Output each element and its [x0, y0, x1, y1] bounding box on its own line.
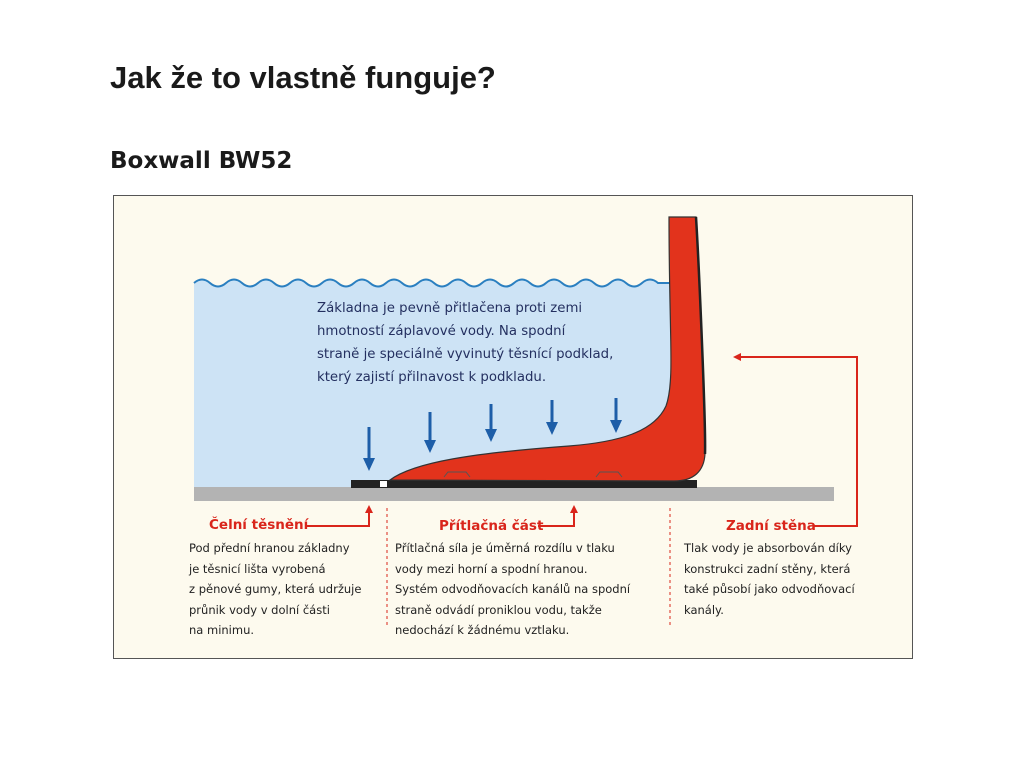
description-line: konstrukci zadní stěny, která	[684, 561, 851, 576]
front-seal-title: Čelní těsnění	[209, 517, 309, 533]
callout-arrow-front-seal	[306, 507, 369, 526]
front-seal-gap	[380, 481, 387, 487]
water-explanation	[317, 297, 637, 389]
ground	[194, 487, 834, 501]
description-line: kanály.	[684, 602, 724, 617]
boxwall-diagram	[113, 195, 913, 659]
front-seal-description	[189, 538, 361, 641]
page-title: Jak že to vlastně funguje?	[110, 60, 496, 95]
water-text-line: Základna je pevně přitlačena proti zemi	[317, 301, 583, 316]
description-line: nedochází k žádnému vztlaku.	[395, 623, 570, 637]
water-text-line: hmotností záplavové vody. Na spodní	[317, 324, 566, 339]
description-line: je těsnicí lišta vyrobená	[189, 561, 326, 576]
description-line: Pod přední hranou základny	[189, 541, 350, 555]
description-line: straně odvádí proniklou vodu, takže	[395, 602, 602, 617]
description-line: z pěnové gumy, která udržuje	[189, 582, 362, 596]
description-line: průnik vody v dolní části	[189, 602, 330, 617]
product-subtitle: Boxwall BW52	[110, 148, 293, 174]
description-line: Přítlačná síla je úměrná rozdílu v tlaku	[395, 541, 615, 555]
rear-wall-title: Zadní stěna	[726, 518, 816, 534]
description-line: Tlak vody je absorbován díky	[684, 541, 852, 555]
description-line: Systém odvodňovacích kanálů na spodní	[395, 582, 631, 596]
description-line: také působí jako odvodňovací	[684, 582, 855, 596]
rear-wall-description	[684, 538, 855, 620]
description-line: na minimu.	[189, 623, 255, 637]
pressure-part-title: Přítlačná část	[439, 518, 544, 534]
water-text-line: straně je speciálně vyvinutý těsnící podklad,	[317, 347, 614, 362]
pressure-part-description	[395, 538, 630, 641]
description-line: vody mezi horní a spodní hranou.	[395, 561, 588, 576]
water-text-line: který zajistí přilnavost k podkladu.	[317, 370, 547, 385]
